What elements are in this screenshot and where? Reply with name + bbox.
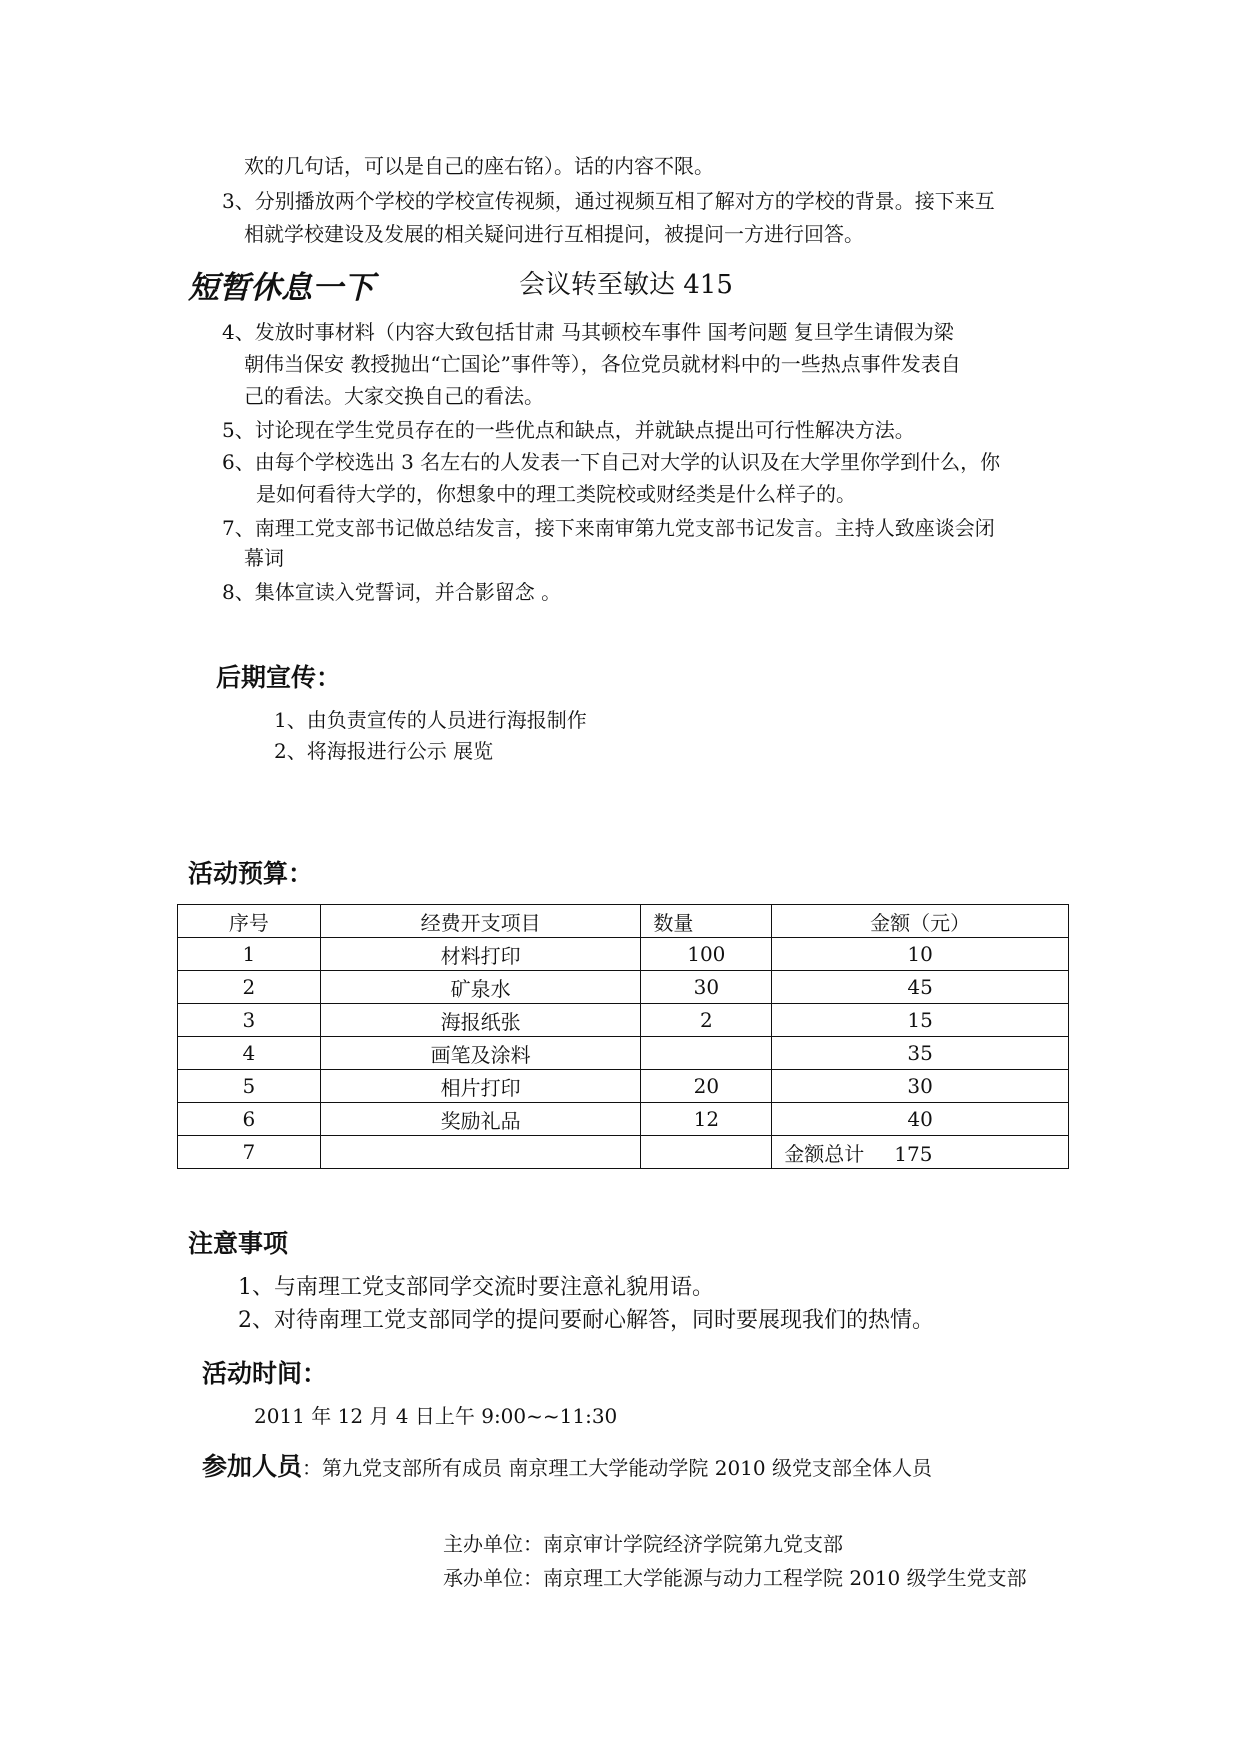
notes-item-1: 1、与南理工党支部同学交流时要注意礼貌用语。 [238, 1275, 714, 1300]
budget-heading: 活动预算： [188, 859, 314, 888]
cell-no: 4 [178, 1037, 321, 1070]
table-row [178, 1103, 1069, 1136]
cell-amount: 40 [772, 1103, 1069, 1136]
notes-heading: 注意事项 [188, 1229, 289, 1258]
header-item: 经费开支项目 [320, 905, 641, 938]
item-6-line-1: 6、由每个学校选出 3 名左右的人发表一下自己对大学的认识及在大学里你学到什么，你 [222, 450, 1001, 474]
host-org: 主办单位：南京审计学院经济学院第九党支部 [443, 1532, 843, 1556]
table-row [178, 938, 1069, 971]
cell-no: 1 [178, 938, 321, 971]
cell-item: 矿泉水 [320, 971, 641, 1004]
intro-tail: 欢的几句话，可以是自己的座右铭）。话的内容不限。 [244, 154, 714, 178]
promo-item-1: 1、由负责宣传的人员进行海报制作 [274, 708, 587, 732]
cell-no: 5 [178, 1070, 321, 1103]
cell-quantity: 2 [641, 1004, 772, 1037]
promo-item-2: 2、将海报进行公示 展览 [274, 739, 494, 763]
cell-quantity [641, 1037, 772, 1070]
cell-quantity: 20 [641, 1070, 772, 1103]
cell-quantity: 12 [641, 1103, 772, 1136]
venue-note: 会议转至敏达 415 [519, 270, 733, 300]
time-heading: 活动时间： [202, 1359, 328, 1388]
break-heading: 短暂休息一下 [188, 270, 374, 306]
header-quantity: 数量 [641, 905, 772, 938]
cell-item: 材料打印 [320, 938, 641, 971]
table-header-row [178, 905, 1069, 938]
participants-colon: ： [302, 1456, 323, 1480]
item-3-line-2: 相就学校建设及发展的相关疑问进行互相提问，被提问一方进行回答。 [244, 222, 864, 246]
item-7-line-1: 7、南理工党支部书记做总结发言，接下来南审第九党支部书记发言。主持人致座谈会闭 [222, 516, 995, 540]
cell-no: 3 [178, 1004, 321, 1037]
time-value: 2011 年 12 月 4 日上午 9:00~~11:30 [254, 1404, 618, 1428]
budget-table [177, 904, 1069, 1169]
table-row [178, 1037, 1069, 1070]
participants-line [202, 1450, 932, 1485]
cell-item [320, 1136, 641, 1169]
co-org: 承办单位：南京理工大学能源与动力工程学院 2010 级学生党支部 [443, 1566, 1027, 1590]
participants-text: 第九党支部所有成员 南京理工大学能动学院 2010 级党支部全体人员 [322, 1456, 932, 1480]
item-4-line-3: 己的看法。大家交换自己的看法。 [244, 384, 544, 408]
cell-amount: 15 [772, 1004, 1069, 1037]
table-row [178, 1004, 1069, 1037]
item-8: 8、集体宣读入党誓词，并合影留念 。 [222, 580, 562, 604]
cell-no: 6 [178, 1103, 321, 1136]
cell-amount: 30 [772, 1070, 1069, 1103]
header-no: 序号 [178, 905, 321, 938]
item-3-line-1: 3、分别播放两个学校的学校宣传视频，通过视频互相了解对方的学校的背景。接下来互 [222, 189, 995, 213]
item-6-line-2: 是如何看待大学的，你想象中的理工类院校或财经类是什么样子的。 [256, 482, 856, 506]
cell-no: 7 [178, 1136, 321, 1169]
total-amount: 175 [894, 1141, 933, 1166]
item-7-line-2: 幕词 [244, 546, 284, 570]
cell-amount: 45 [772, 971, 1069, 1004]
promo-heading: 后期宣传： [216, 663, 342, 692]
cell-quantity: 100 [641, 938, 772, 971]
cell-item: 画笔及涂料 [320, 1037, 641, 1070]
cell-total [772, 1136, 1069, 1169]
cell-quantity [641, 1136, 772, 1169]
item-4-line-2: 朝伟当保安 教授抛出“亡国论”事件等），各位党员就材料中的一些热点事件发表自 [244, 352, 961, 376]
cell-no: 2 [178, 971, 321, 1004]
notes-item-2: 2、对待南理工党支部同学的提问要耐心解答，同时要展现我们的热情。 [238, 1308, 934, 1333]
table-total-row [178, 1136, 1069, 1169]
cell-amount: 35 [772, 1037, 1069, 1070]
cell-amount: 10 [772, 938, 1069, 971]
cell-item: 海报纸张 [320, 1004, 641, 1037]
item-4-line-1: 4、发放时事材料（内容大致包括甘肃 马其顿校车事件 国考问题 复旦学生请假为梁 [222, 320, 954, 344]
cell-item: 奖励礼品 [320, 1103, 641, 1136]
total-label: 金额总计 [784, 1141, 865, 1166]
item-5: 5、讨论现在学生党员存在的一些优点和缺点，并就缺点提出可行性解决方法。 [222, 418, 915, 442]
participants-heading: 参加人员 [202, 1452, 303, 1481]
cell-item: 相片打印 [320, 1070, 641, 1103]
cell-quantity: 30 [641, 971, 772, 1004]
table-row [178, 1070, 1069, 1103]
header-amount: 金额（元） [772, 905, 1069, 938]
table-row [178, 971, 1069, 1004]
